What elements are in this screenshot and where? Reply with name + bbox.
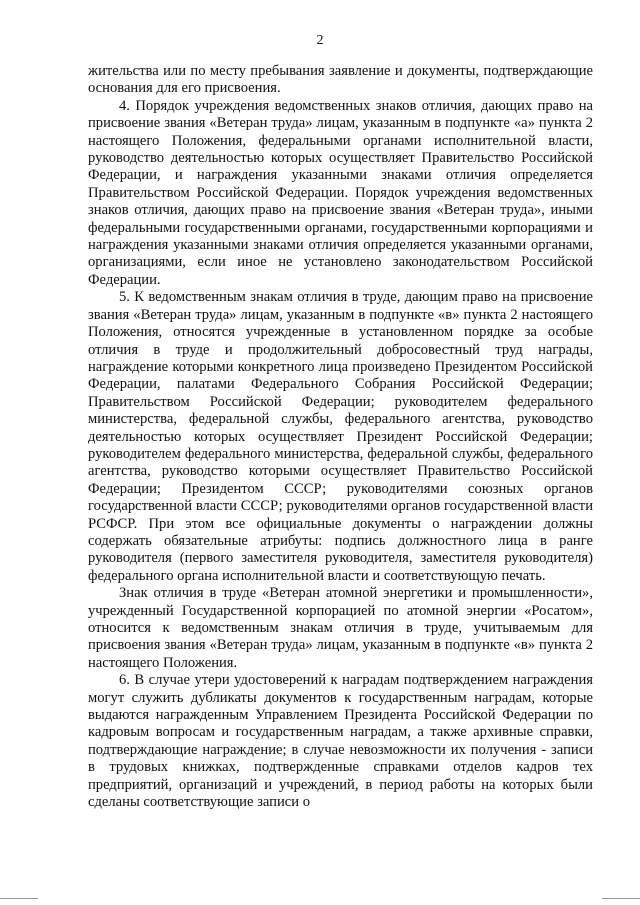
paragraph-item-4: 4. Порядок учреждения ведомственных знаков отличия, дающих право на присвоение звания «Ветеран труда» лицам, указанным в подпункте «а» пункта 2 настоящего Положения, федеральными органами исполнительной власти, руководство деятельностью которых осуществляет Правительство Российской Федерации, и награждения указанными знаками отличия определяется Правительством Российской Федерации. Порядок учреждения ведомственных знаков отличия, дающих право на присвоение звания «Ветеран труда», иными федеральными государственными органами, государственными корпорациями и награждения указанными знаками отличия определяется указанными органами, организациями, если иное не установлено законодательством Российской Федерации.: [88, 97, 593, 288]
paragraph-item-5: 5. К ведомственным знакам отличия в труде, дающим право на присвоение звания «Ветеран труда» лицам, указанным в подпункте «в» пункта 2 настоящего Положения, относятся учрежденные в установленном порядке за особые отличия в труде и продолжительный добросовестный труд награды, награждение которыми конкретного лица произведено Президентом Российской Федерации, палатами Федерального Собрания Российской Федерации; Правительством Российской Федерации; руководителем федерального министерства, федеральной службы, федерального агентства, руководство деятельностью которых осуществляет Президент Российской Федерации; руководителем федерального министерства, федеральной службы, федерального агентства, руководство которыми осуществляет Правительство Российской Федерации; Президентом СССР; руководителями союзных органов государственной власти СССР; руководителями органов государственной власти РСФСР. При этом все официальные документы о награждении должны содержать обязательные атрибуты: подпись должностного лица в ранге руководителя (первого заместителя руководителя, заместителя руководителя) федерального органа исполнительной власти и соответствующую печать.: [88, 289, 593, 584]
paragraph-rosatom-badge: Знак отличия в труде «Ветеран атомной энергетики и промышленности», учрежденный Государственной корпорацией по атомной энергии «Росатом», относится к ведомственным знакам отличия в труде, учитываемым для присвоения звания «Ветеран труда» лицам, указанным в подпункте «в» пункта 2 настоящего Положения.: [88, 585, 593, 671]
paragraph-item-6: 6. В случае утери удостоверений к наградам подтверждением награждения могут служить дубликаты документов к государственным наградам, которые выдаются награжденным Управлением Президента Российской Федерации по кадровым вопросам и государственным наградам, а также архивные справки, подтверждающие награждение; в случае невозможности их получения - записи в трудовых книжках, подтвержденные справками отделов кадров тех предприятий, организаций и учреждений, в период работы на которых были сделаны соответствующие записи о: [88, 672, 593, 811]
footer-rule-left: [0, 898, 38, 899]
paragraph-continuation: жительства или по месту пребывания заявление и документы, подтверждающие основания для его присвоения.: [88, 63, 593, 97]
document-body: [88, 63, 593, 811]
page-number: 2: [316, 33, 324, 48]
footer-rule-right: [602, 898, 640, 899]
